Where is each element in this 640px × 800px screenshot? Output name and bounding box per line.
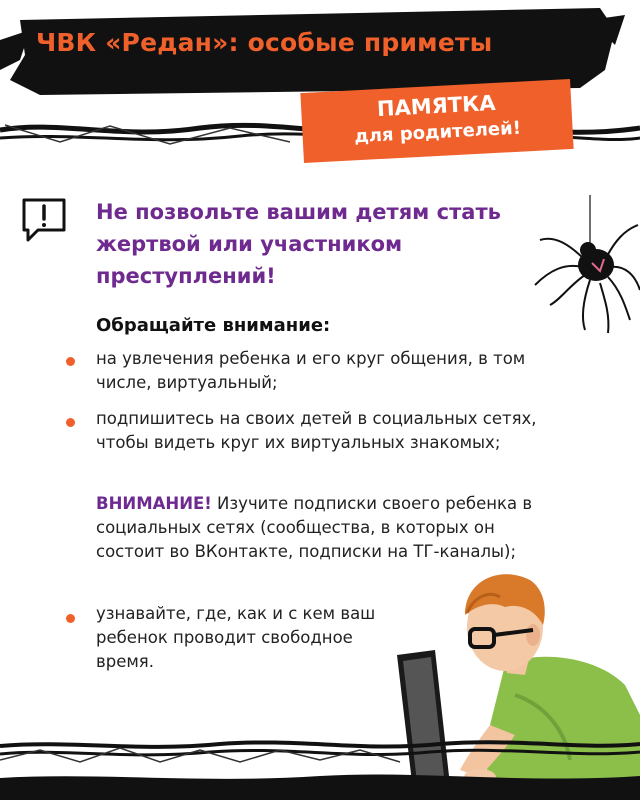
section-title: Обращайте внимание:: [96, 315, 331, 336]
warning-label: ВНИМАНИЕ!: [96, 494, 212, 513]
bullet-marker: [66, 357, 75, 366]
spider-icon: [530, 195, 640, 335]
bullet-marker: [66, 614, 75, 623]
footer-brush-decoration: [0, 738, 640, 800]
page-title: ЧВК «Редан»: особые приметы: [36, 28, 493, 57]
list-item: на увлечения ребенка и его круг общения, в том числе, виртуальный;: [96, 349, 526, 392]
badge-line-1: ПАМЯТКА: [376, 90, 497, 122]
warning-text: Изучите подписки своего ребенка в социальных сетях (сообщества, в которых он состоит во ВКонтакте, подписки на ТГ-каналы);: [96, 494, 533, 561]
warning-block: [96, 492, 566, 564]
list-item: узнавайте, где, как и с кем ваш ребенок проводит свободное время.: [96, 604, 376, 671]
bullet-marker: [66, 418, 75, 427]
badge-line-2: для родителей!: [353, 117, 522, 148]
alert-speech-bubble-icon: [18, 194, 70, 246]
list-item: подпишитесь на своих детей в социальных сетях, чтобы видеть круг их виртуальных знакомых;: [96, 409, 537, 452]
headline: Не позвольте вашим детям стать жертвой или участником преступлений!: [96, 200, 501, 288]
memo-badge: [300, 79, 573, 163]
